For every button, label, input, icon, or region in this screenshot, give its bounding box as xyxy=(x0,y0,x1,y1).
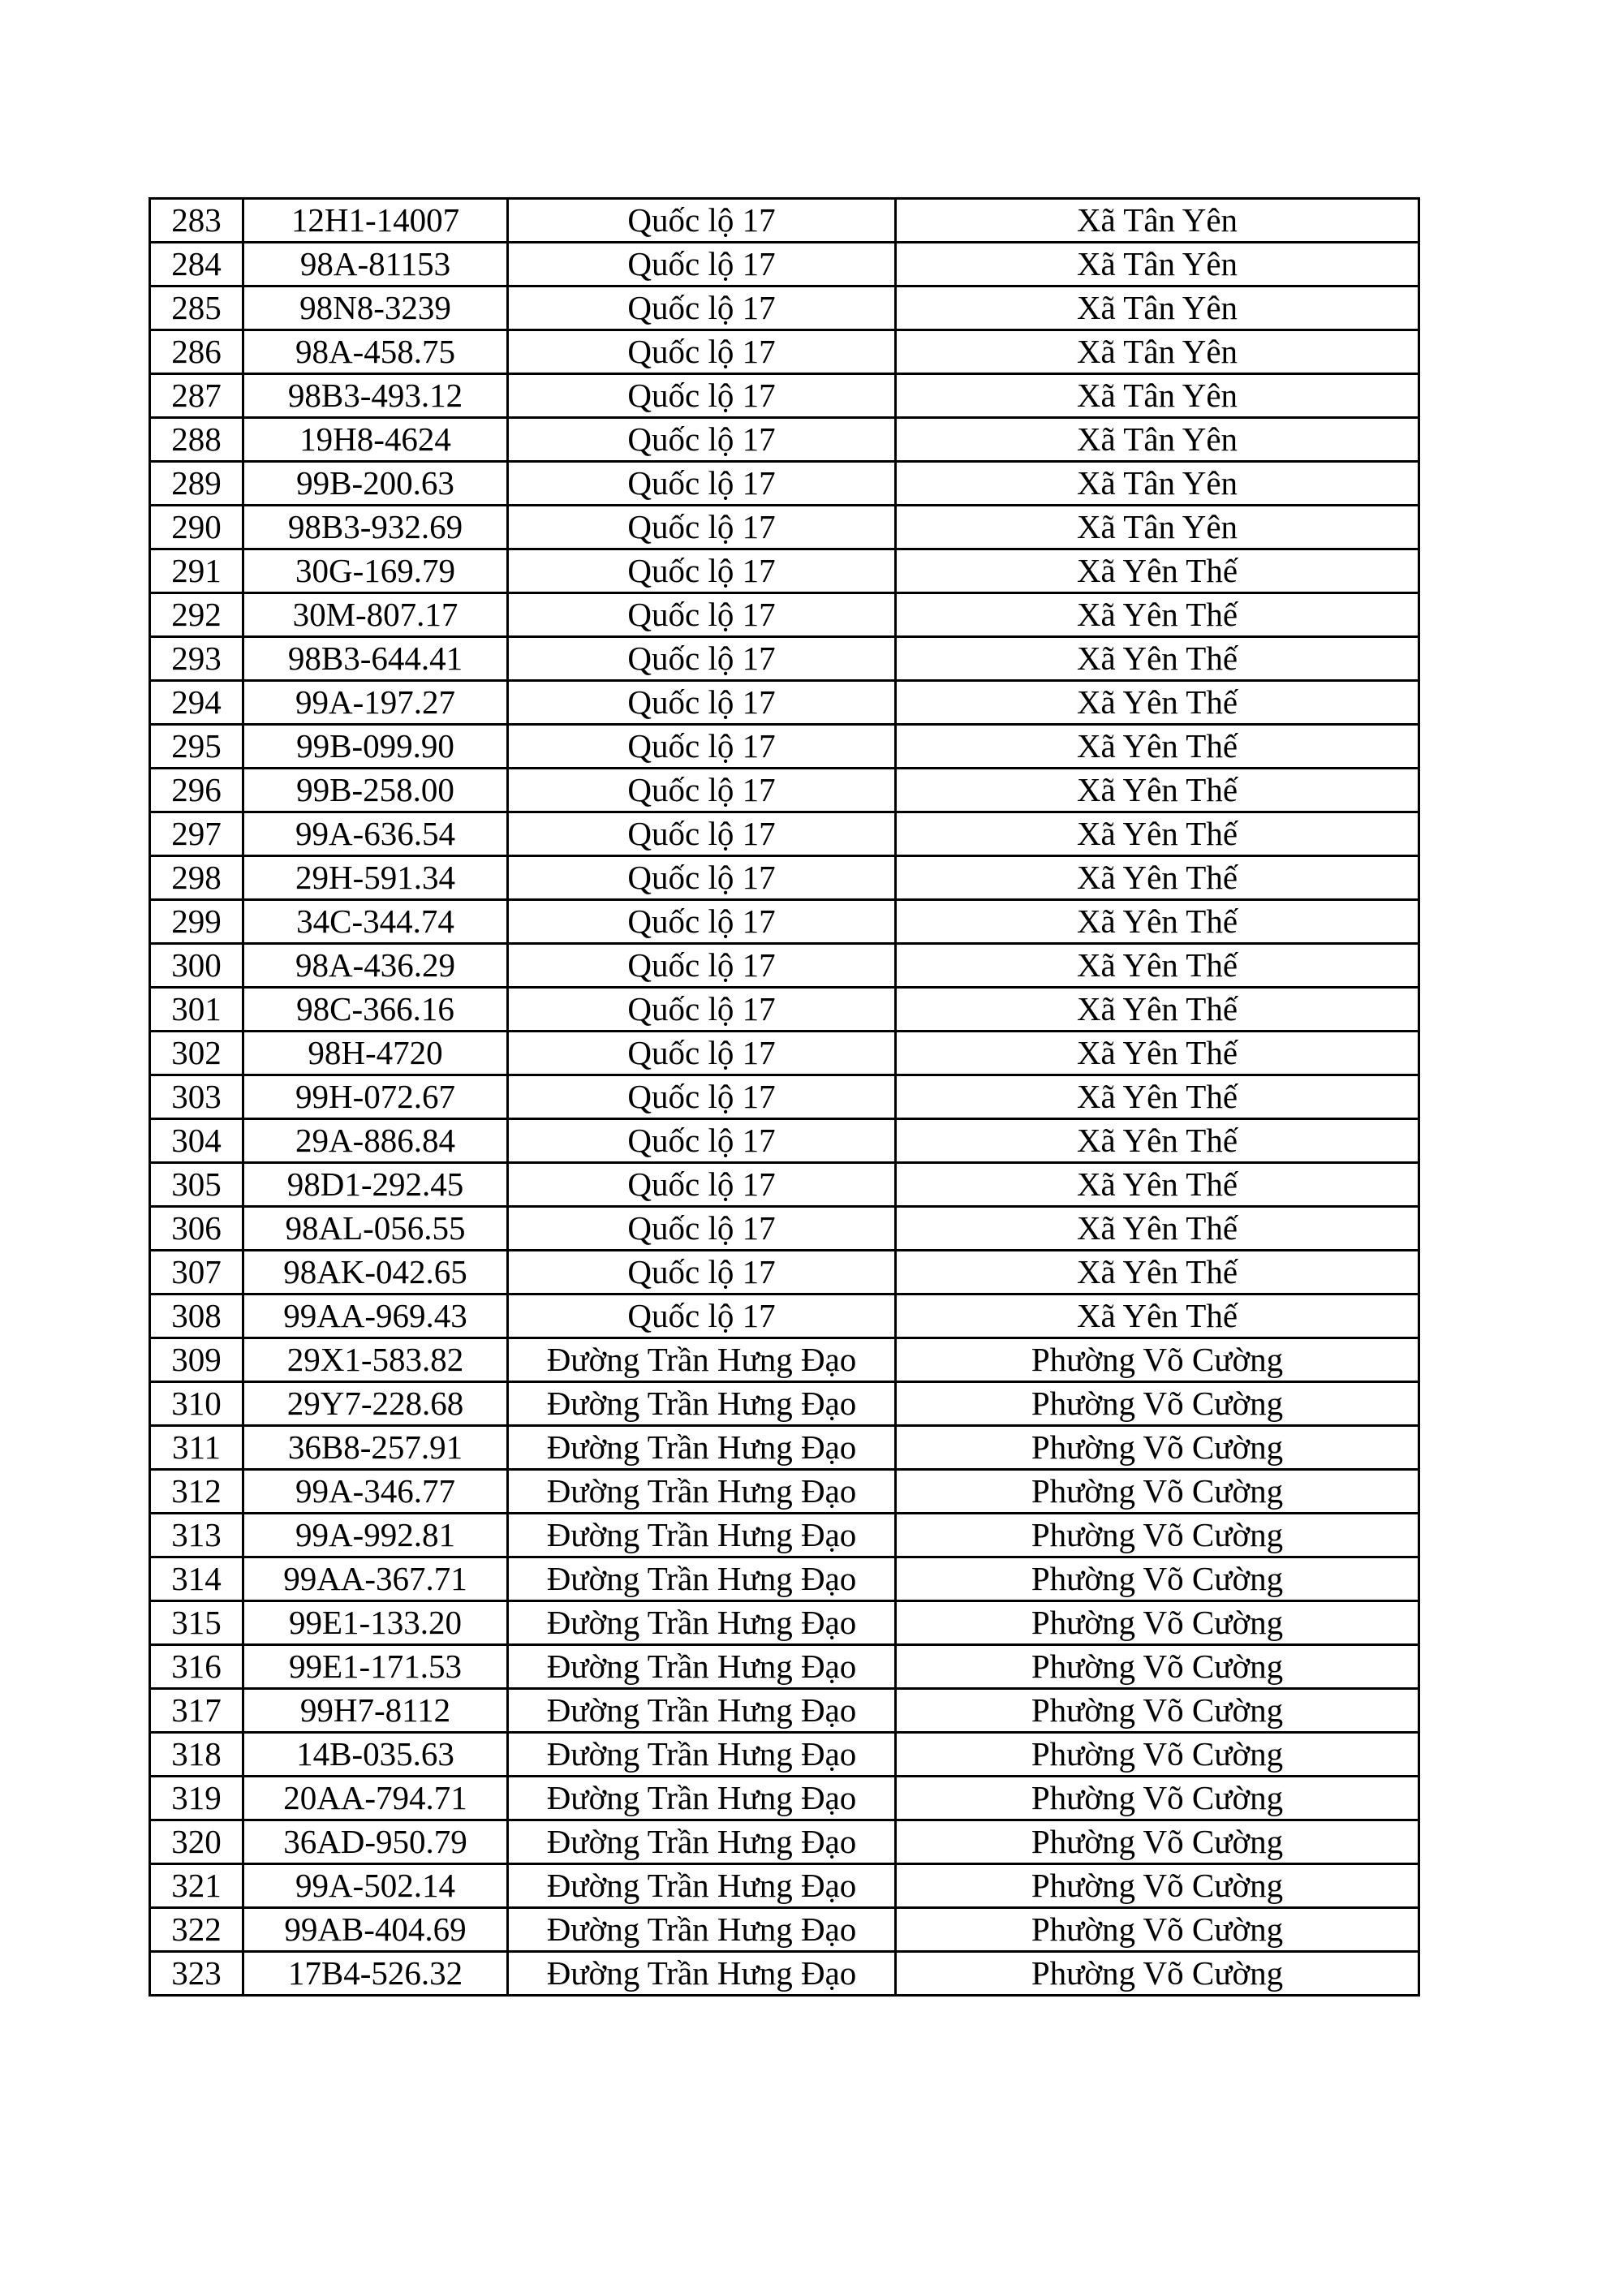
ward-name-cell: Phường Võ Cường xyxy=(896,1864,1419,1908)
ward-name-cell: Phường Võ Cường xyxy=(896,1338,1419,1382)
road-name-cell: Quốc lộ 17 xyxy=(508,1294,896,1338)
row-number-cell: 298 xyxy=(150,856,243,900)
row-number-cell: 283 xyxy=(150,199,243,243)
ward-name-cell: Phường Võ Cường xyxy=(896,1820,1419,1864)
row-number-cell: 285 xyxy=(150,286,243,330)
table-row xyxy=(150,1163,1419,1207)
license-plate-cell: 30M-807.17 xyxy=(243,593,508,637)
table-row xyxy=(150,1733,1419,1777)
table-row xyxy=(150,199,1419,243)
road-name-cell: Quốc lộ 17 xyxy=(508,944,896,988)
road-name-cell: Quốc lộ 17 xyxy=(508,1032,896,1075)
license-plate-cell: 99A-346.77 xyxy=(243,1470,508,1514)
road-name-cell: Quốc lộ 17 xyxy=(508,1163,896,1207)
row-number-cell: 315 xyxy=(150,1601,243,1645)
table-row xyxy=(150,374,1419,418)
road-name-cell: Quốc lộ 17 xyxy=(508,418,896,462)
road-name-cell: Quốc lộ 17 xyxy=(508,769,896,812)
ward-name-cell: Phường Võ Cường xyxy=(896,1645,1419,1689)
road-name-cell: Đường Trần Hưng Đạo xyxy=(508,1557,896,1601)
license-plate-cell: 98D1-292.45 xyxy=(243,1163,508,1207)
road-name-cell: Đường Trần Hưng Đạo xyxy=(508,1382,896,1426)
road-name-cell: Đường Trần Hưng Đạo xyxy=(508,1645,896,1689)
row-number-cell: 289 xyxy=(150,462,243,506)
table-row xyxy=(150,944,1419,988)
table-row xyxy=(150,1338,1419,1382)
license-plate-cell: 98B3-644.41 xyxy=(243,637,508,681)
license-plate-cell: 12H1-14007 xyxy=(243,199,508,243)
ward-name-cell: Phường Võ Cường xyxy=(896,1733,1419,1777)
row-number-cell: 301 xyxy=(150,988,243,1032)
row-number-cell: 322 xyxy=(150,1908,243,1952)
license-plate-cell: 99AA-367.71 xyxy=(243,1557,508,1601)
row-number-cell: 302 xyxy=(150,1032,243,1075)
table-row xyxy=(150,812,1419,856)
license-plate-cell: 99H7-8112 xyxy=(243,1689,508,1733)
license-plate-cell: 29X1-583.82 xyxy=(243,1338,508,1382)
table-row xyxy=(150,1294,1419,1338)
table-row xyxy=(150,549,1419,593)
license-plate-cell: 99AA-969.43 xyxy=(243,1294,508,1338)
road-name-cell: Đường Trần Hưng Đạo xyxy=(508,1426,896,1470)
table-row xyxy=(150,1470,1419,1514)
road-name-cell: Quốc lộ 17 xyxy=(508,1251,896,1294)
row-number-cell: 303 xyxy=(150,1075,243,1119)
ward-name-cell: Xã Yên Thế xyxy=(896,681,1419,725)
table-row xyxy=(150,330,1419,374)
table-row xyxy=(150,1382,1419,1426)
row-number-cell: 284 xyxy=(150,243,243,286)
license-plate-cell: 99B-258.00 xyxy=(243,769,508,812)
ward-name-cell: Xã Tân Yên xyxy=(896,418,1419,462)
row-number-cell: 292 xyxy=(150,593,243,637)
ward-name-cell: Phường Võ Cường xyxy=(896,1908,1419,1952)
table-row xyxy=(150,1207,1419,1251)
license-plate-cell: 99A-502.14 xyxy=(243,1864,508,1908)
row-number-cell: 293 xyxy=(150,637,243,681)
ward-name-cell: Xã Tân Yên xyxy=(896,286,1419,330)
ward-name-cell: Xã Yên Thế xyxy=(896,944,1419,988)
license-plate-cell: 36AD-950.79 xyxy=(243,1820,508,1864)
license-plate-cell: 29H-591.34 xyxy=(243,856,508,900)
ward-name-cell: Phường Võ Cường xyxy=(896,1777,1419,1820)
road-name-cell: Quốc lộ 17 xyxy=(508,1207,896,1251)
license-plate-cell: 20AA-794.71 xyxy=(243,1777,508,1820)
row-number-cell: 288 xyxy=(150,418,243,462)
table-row xyxy=(150,1075,1419,1119)
table-row xyxy=(150,900,1419,944)
row-number-cell: 300 xyxy=(150,944,243,988)
ward-name-cell: Xã Tân Yên xyxy=(896,330,1419,374)
road-name-cell: Quốc lộ 17 xyxy=(508,1075,896,1119)
road-name-cell: Đường Trần Hưng Đạo xyxy=(508,1470,896,1514)
row-number-cell: 312 xyxy=(150,1470,243,1514)
license-plate-cell: 98B3-493.12 xyxy=(243,374,508,418)
road-name-cell: Quốc lộ 17 xyxy=(508,330,896,374)
license-plate-cell: 98AK-042.65 xyxy=(243,1251,508,1294)
road-name-cell: Quốc lộ 17 xyxy=(508,243,896,286)
row-number-cell: 296 xyxy=(150,769,243,812)
row-number-cell: 308 xyxy=(150,1294,243,1338)
road-name-cell: Đường Trần Hưng Đạo xyxy=(508,1733,896,1777)
license-plate-cell: 14B-035.63 xyxy=(243,1733,508,1777)
table-row xyxy=(150,1557,1419,1601)
ward-name-cell: Xã Tân Yên xyxy=(896,199,1419,243)
violation-plates-table xyxy=(149,197,1420,1997)
license-plate-cell: 98C-366.16 xyxy=(243,988,508,1032)
ward-name-cell: Xã Yên Thế xyxy=(896,637,1419,681)
table-row xyxy=(150,593,1419,637)
license-plate-cell: 17B4-526.32 xyxy=(243,1952,508,1996)
row-number-cell: 286 xyxy=(150,330,243,374)
row-number-cell: 314 xyxy=(150,1557,243,1601)
road-name-cell: Đường Trần Hưng Đạo xyxy=(508,1514,896,1557)
ward-name-cell: Phường Võ Cường xyxy=(896,1470,1419,1514)
ward-name-cell: Phường Võ Cường xyxy=(896,1601,1419,1645)
license-plate-cell: 19H8-4624 xyxy=(243,418,508,462)
table-row xyxy=(150,1119,1419,1163)
ward-name-cell: Phường Võ Cường xyxy=(896,1426,1419,1470)
ward-name-cell: Phường Võ Cường xyxy=(896,1689,1419,1733)
row-number-cell: 306 xyxy=(150,1207,243,1251)
license-plate-cell: 99A-197.27 xyxy=(243,681,508,725)
road-name-cell: Đường Trần Hưng Đạo xyxy=(508,1338,896,1382)
license-plate-cell: 29A-886.84 xyxy=(243,1119,508,1163)
road-name-cell: Quốc lộ 17 xyxy=(508,286,896,330)
ward-name-cell: Xã Yên Thế xyxy=(896,769,1419,812)
license-plate-cell: 98H-4720 xyxy=(243,1032,508,1075)
road-name-cell: Đường Trần Hưng Đạo xyxy=(508,1601,896,1645)
table-row xyxy=(150,988,1419,1032)
license-plate-cell: 29Y7-228.68 xyxy=(243,1382,508,1426)
ward-name-cell: Xã Yên Thế xyxy=(896,1294,1419,1338)
license-plate-cell: 98A-81153 xyxy=(243,243,508,286)
road-name-cell: Đường Trần Hưng Đạo xyxy=(508,1908,896,1952)
road-name-cell: Quốc lộ 17 xyxy=(508,593,896,637)
road-name-cell: Quốc lộ 17 xyxy=(508,812,896,856)
table-row xyxy=(150,681,1419,725)
ward-name-cell: Xã Tân Yên xyxy=(896,243,1419,286)
ward-name-cell: Xã Yên Thế xyxy=(896,856,1419,900)
license-plate-cell: 99E1-133.20 xyxy=(243,1601,508,1645)
row-number-cell: 304 xyxy=(150,1119,243,1163)
road-name-cell: Quốc lộ 17 xyxy=(508,506,896,549)
table-row xyxy=(150,1777,1419,1820)
road-name-cell: Quốc lộ 17 xyxy=(508,549,896,593)
road-name-cell: Quốc lộ 17 xyxy=(508,725,896,769)
row-number-cell: 295 xyxy=(150,725,243,769)
table-row xyxy=(150,1032,1419,1075)
road-name-cell: Đường Trần Hưng Đạo xyxy=(508,1820,896,1864)
road-name-cell: Quốc lộ 17 xyxy=(508,637,896,681)
ward-name-cell: Xã Yên Thế xyxy=(896,900,1419,944)
ward-name-cell: Phường Võ Cường xyxy=(896,1557,1419,1601)
table-row xyxy=(150,856,1419,900)
ward-name-cell: Phường Võ Cường xyxy=(896,1514,1419,1557)
ward-name-cell: Phường Võ Cường xyxy=(896,1952,1419,1996)
table-row xyxy=(150,1952,1419,1996)
license-plate-cell: 98B3-932.69 xyxy=(243,506,508,549)
road-name-cell: Quốc lộ 17 xyxy=(508,988,896,1032)
table-row xyxy=(150,462,1419,506)
row-number-cell: 294 xyxy=(150,681,243,725)
table-row xyxy=(150,1689,1419,1733)
table-row xyxy=(150,1514,1419,1557)
license-plate-cell: 34C-344.74 xyxy=(243,900,508,944)
road-name-cell: Quốc lộ 17 xyxy=(508,681,896,725)
road-name-cell: Đường Trần Hưng Đạo xyxy=(508,1777,896,1820)
table-row xyxy=(150,1820,1419,1864)
ward-name-cell: Xã Yên Thế xyxy=(896,1207,1419,1251)
table-row xyxy=(150,769,1419,812)
license-plate-cell: 98N8-3239 xyxy=(243,286,508,330)
license-plate-cell: 99B-099.90 xyxy=(243,725,508,769)
road-name-cell: Quốc lộ 17 xyxy=(508,856,896,900)
row-number-cell: 299 xyxy=(150,900,243,944)
row-number-cell: 321 xyxy=(150,1864,243,1908)
license-plate-cell: 99A-992.81 xyxy=(243,1514,508,1557)
row-number-cell: 309 xyxy=(150,1338,243,1382)
ward-name-cell: Xã Yên Thế xyxy=(896,1251,1419,1294)
ward-name-cell: Xã Yên Thế xyxy=(896,1163,1419,1207)
road-name-cell: Quốc lộ 17 xyxy=(508,199,896,243)
row-number-cell: 318 xyxy=(150,1733,243,1777)
row-number-cell: 290 xyxy=(150,506,243,549)
ward-name-cell: Xã Yên Thế xyxy=(896,593,1419,637)
road-name-cell: Đường Trần Hưng Đạo xyxy=(508,1864,896,1908)
row-number-cell: 311 xyxy=(150,1426,243,1470)
ward-name-cell: Xã Tân Yên xyxy=(896,374,1419,418)
row-number-cell: 307 xyxy=(150,1251,243,1294)
row-number-cell: 297 xyxy=(150,812,243,856)
table-row xyxy=(150,418,1419,462)
ward-name-cell: Xã Yên Thế xyxy=(896,725,1419,769)
row-number-cell: 323 xyxy=(150,1952,243,1996)
road-name-cell: Quốc lộ 17 xyxy=(508,900,896,944)
license-plate-cell: 30G-169.79 xyxy=(243,549,508,593)
table-row xyxy=(150,506,1419,549)
ward-name-cell: Xã Yên Thế xyxy=(896,1032,1419,1075)
table-row xyxy=(150,243,1419,286)
table-row xyxy=(150,1426,1419,1470)
road-name-cell: Quốc lộ 17 xyxy=(508,462,896,506)
license-plate-cell: 98A-458.75 xyxy=(243,330,508,374)
row-number-cell: 316 xyxy=(150,1645,243,1689)
table-row xyxy=(150,286,1419,330)
license-plate-cell: 36B8-257.91 xyxy=(243,1426,508,1470)
ward-name-cell: Phường Võ Cường xyxy=(896,1382,1419,1426)
row-number-cell: 305 xyxy=(150,1163,243,1207)
table-row xyxy=(150,1645,1419,1689)
road-name-cell: Đường Trần Hưng Đạo xyxy=(508,1952,896,1996)
license-plate-cell: 99A-636.54 xyxy=(243,812,508,856)
license-plate-cell: 99B-200.63 xyxy=(243,462,508,506)
license-plate-cell: 98AL-056.55 xyxy=(243,1207,508,1251)
row-number-cell: 291 xyxy=(150,549,243,593)
table-row xyxy=(150,725,1419,769)
license-plate-cell: 99AB-404.69 xyxy=(243,1908,508,1952)
license-plate-cell: 99E1-171.53 xyxy=(243,1645,508,1689)
road-name-cell: Đường Trần Hưng Đạo xyxy=(508,1689,896,1733)
table-row xyxy=(150,1601,1419,1645)
license-plate-cell: 98A-436.29 xyxy=(243,944,508,988)
ward-name-cell: Xã Tân Yên xyxy=(896,506,1419,549)
row-number-cell: 319 xyxy=(150,1777,243,1820)
table-row xyxy=(150,1864,1419,1908)
row-number-cell: 313 xyxy=(150,1514,243,1557)
row-number-cell: 317 xyxy=(150,1689,243,1733)
ward-name-cell: Xã Yên Thế xyxy=(896,812,1419,856)
row-number-cell: 310 xyxy=(150,1382,243,1426)
ward-name-cell: Xã Yên Thế xyxy=(896,1119,1419,1163)
license-plate-cell: 99H-072.67 xyxy=(243,1075,508,1119)
ward-name-cell: Xã Tân Yên xyxy=(896,462,1419,506)
ward-name-cell: Xã Yên Thế xyxy=(896,988,1419,1032)
table-row xyxy=(150,1908,1419,1952)
road-name-cell: Quốc lộ 17 xyxy=(508,1119,896,1163)
ward-name-cell: Xã Yên Thế xyxy=(896,1075,1419,1119)
row-number-cell: 320 xyxy=(150,1820,243,1864)
ward-name-cell: Xã Yên Thế xyxy=(896,549,1419,593)
row-number-cell: 287 xyxy=(150,374,243,418)
table-row xyxy=(150,1251,1419,1294)
table-body xyxy=(150,199,1419,1996)
table-row xyxy=(150,637,1419,681)
road-name-cell: Quốc lộ 17 xyxy=(508,374,896,418)
